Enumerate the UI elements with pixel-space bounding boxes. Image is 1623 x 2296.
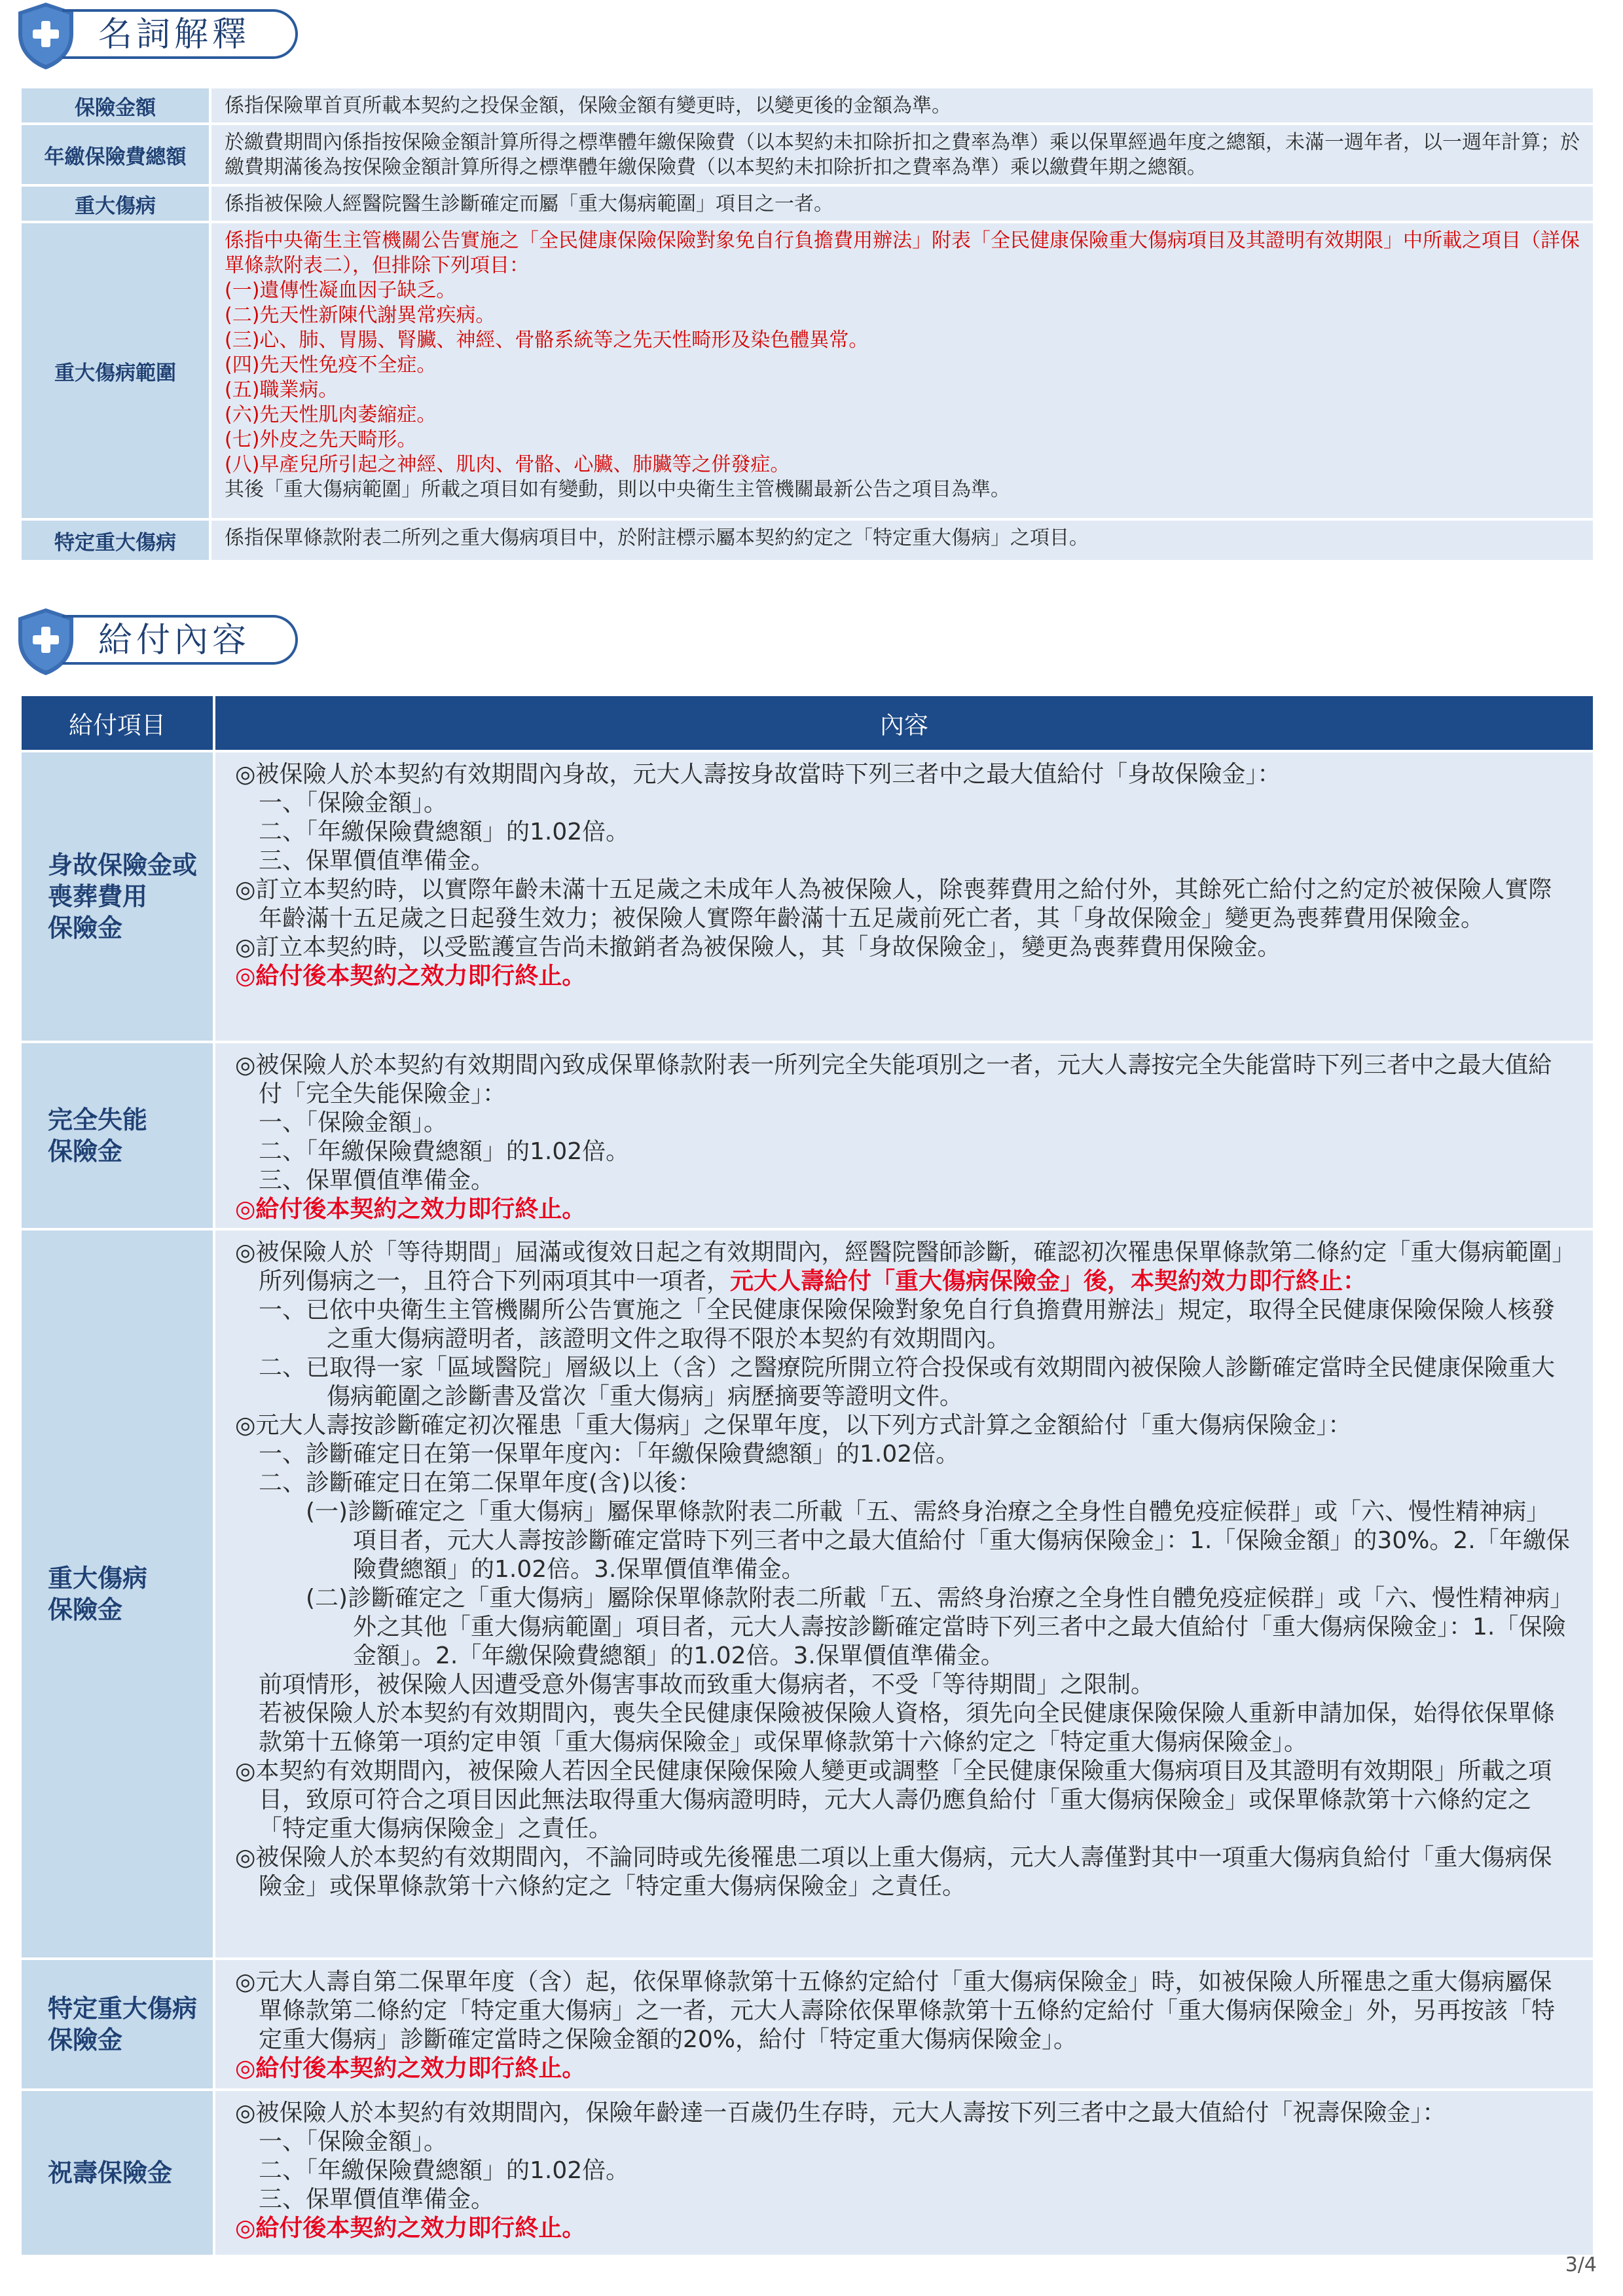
benefit-term	[22, 2091, 213, 2255]
definition-desc: 於繳費期間內係指按保險金額計算所得之標準體年繳保險費（以本契約未扣除折扣之費率為準）乘以保單經過年度之總額，未滿一週年者，以一週年計算；於繳費期滿後為按保險金額計算所得之標準體年繳保險費（以本契約未扣除折扣之費率為準）乘以繳費年期之總額。	[211, 125, 1593, 184]
definition-term: 重大傷病範圍	[22, 223, 209, 518]
content-line: ◎訂立本契約時，以實際年齡未滿十五足歲之未成年人為被保險人，除喪葬費用之給付外，其餘死亡給付之約定於被保險人實際年齡滿十五足歲之日起發生效力；被保險人實際年齡滿十五足歲前死亡者，其「身故保險金」變更為喪葬費用保險金。	[235, 876, 1552, 932]
page-number: 3/4	[1565, 2253, 1597, 2276]
definition-term: 保險金額	[22, 88, 209, 122]
content-line: ◎本契約有效期間內，被保險人若因全民健康保險保險人變更或調整「全民健康保險重大傷病項目及其證明有效期限」所載之項目，致原可符合之項目因此無法取得重大傷病證明時，元大人壽仍應負給付「重大傷病保險金」或保單條款第十六條約定之「特定重大傷病保險金」之責任。	[235, 1758, 1552, 1842]
table-header	[22, 696, 1593, 750]
benefit-term	[22, 1960, 213, 2088]
header-content: 內容	[215, 696, 1593, 750]
term-line: 喪葬費用	[48, 882, 148, 911]
definition-term: 特定重大傷病	[22, 521, 209, 560]
definition-line: (五)職業病。	[225, 379, 338, 401]
term-line: 保險金	[48, 2026, 123, 2054]
definition-desc: 係指保單條款附表二所列之重大傷病項目中，於附註標示屬本契約約定之「特定重大傷病」之項目。	[211, 521, 1593, 560]
definition-desc	[211, 223, 1593, 518]
content-line: 二、「年繳保險費總額」的1.02倍。	[259, 819, 630, 845]
definition-line: (三)心、肺、胃腸、腎臟、神經、骨骼系統等之先天性畸形及染色體異常。	[225, 329, 869, 352]
content-line: 二、「年繳保險費總額」的1.02倍。	[259, 2157, 630, 2184]
definition-line: 係指中央衛生主管機關公告實施之「全民健康保險保險對象免自行負擔費用辦法」附表「全民健康保險重大傷病項目及其證明有效期限」中所載之項目（詳保單條款附表二），但排除下列項目：	[225, 229, 1580, 277]
section-title: 給付內容	[98, 621, 251, 660]
content-text: ◎被保險人於「等待期間」屆滿或復效日起之有效期間內，經醫院醫師診斷，確認初次罹患保單條款第二條約定「重大傷病範圍」所列傷病之一，且符合下列兩項其中一項者，	[235, 1239, 1564, 1295]
content-line: 三、保單價值準備金。	[259, 1167, 495, 1194]
content-line: ◎給付後本契約之效力即行終止。	[235, 2055, 586, 2082]
content-line	[235, 1238, 1573, 1296]
term-line: 重大傷病	[48, 1564, 148, 1593]
definitions-table	[22, 88, 1593, 563]
definition-term: 重大傷病	[22, 187, 209, 221]
definition-line: (六)先天性肌肉萎縮症。	[225, 403, 437, 426]
section-title: 名詞解釋	[98, 15, 251, 54]
content-line: ◎元大人壽按診斷確定初次罹患「重大傷病」之保單年度，以下列方式計算之金額給付「重大傷病保險金」：	[235, 1412, 1352, 1439]
benefit-content	[215, 1043, 1593, 1228]
benefit-content	[215, 1231, 1593, 1957]
content-text-emphasis: 元大人壽給付「重大傷病保險金」後，本契約效力即行終止：	[730, 1268, 1367, 1295]
content-line: (二)診斷確定之「重大傷病」屬除保單條款附表二所載「五、需終身治療之全身性自體免疫症候群」或「六、慢性精神病」外之其他「重大傷病範圍」項目者，元大人壽按診斷確定當時下列三者中之最大值給付「重大傷病保險金」：1.「保險金額」。2.「年繳保險費總額」的1.02倍。3.保單價值準備金。	[306, 1585, 1566, 1669]
definition-line: (四)先天性免疫不全症。	[225, 354, 437, 377]
section-header-benefits	[13, 606, 354, 678]
content-line: 一、診斷確定日在第一保單年度內：「年繳保險費總額」的1.02倍。	[259, 1441, 960, 1468]
term-line: 完全失能	[48, 1105, 148, 1134]
content-line: 一、已依中央衛生主管機關所公告實施之「全民健康保險保險對象免自行負擔費用辦法」規定，取得全民健康保險保險人核發之重大傷病證明者，該證明文件之取得不限於本契約有效期間內。	[259, 1297, 1556, 1352]
content-line: 二、「年繳保險費總額」的1.02倍。	[259, 1138, 630, 1165]
benefit-term	[22, 752, 213, 1041]
section-header-definitions	[13, 0, 354, 72]
content-line: 二、診斷確定日在第二保單年度(含)以後：	[259, 1470, 702, 1496]
definition-row	[22, 223, 1593, 518]
benefits-table	[22, 696, 1593, 2255]
content-line: ◎元大人壽自第二保單年度（含）起，依保單條款第十五條約定給付「重大傷病保險金」時，如被保險人所罹患之重大傷病屬保單條款第二條約定「特定重大傷病」之一者，元大人壽除依保單條款第十五條約定給付「重大傷病保險金」外，另再按該「特定重大傷病」診斷確定當時之保險金額的20%，給付「特定重大傷病保險金」。	[235, 1969, 1556, 2053]
definition-line: (二)先天性新陳代謝異常疾病。	[225, 304, 496, 327]
benefit-row-critical-illness	[22, 1231, 1593, 1957]
content-line: 一、「保險金額」。	[259, 790, 448, 817]
definition-desc: 係指保險單首頁所載本契約之投保金額，保險金額有變更時，以變更後的金額為準。	[211, 88, 1593, 122]
benefit-row-longevity	[22, 2091, 1593, 2255]
content-line: 三、保單價值準備金。	[259, 847, 495, 874]
term-line: 祝壽保險金	[48, 2158, 173, 2187]
term-line: 保險金	[48, 1595, 123, 1624]
content-line: (一)診斷確定之「重大傷病」屬保單條款附表二所載「五、需終身治療之全身性自體免疫症候群」或「六、慢性精神病」項目者，元大人壽按診斷確定當時下列三者中之最大值給付「重大傷病保險金」：1.「保險金額」的30%。2.「年繳保險費總額」的1.02倍。3.保單價值準備金。	[306, 1498, 1570, 1583]
definition-line: (七)外皮之先天畸形。	[225, 428, 417, 451]
benefit-row-disability	[22, 1043, 1593, 1228]
definition-desc: 係指被保險人經醫院醫生診斷確定而屬「重大傷病範圍」項目之一者。	[211, 187, 1593, 221]
term-line: 身故保險金或	[48, 851, 198, 880]
content-line: ◎被保險人於本契約有效期間內，不論同時或先後罹患二項以上重大傷病，元大人壽僅對其中一項重大傷病負給付「重大傷病保險金」或保單條款第十六條約定之「特定重大傷病保險金」之責任。	[235, 1844, 1552, 1900]
content-line: ◎被保險人於本契約有效期間內致成保單條款附表一所列完全失能項別之一者，元大人壽按完全失能當時下列三者中之最大值給付「完全失能保險金」：	[235, 1052, 1552, 1107]
definition-row	[22, 125, 1593, 184]
benefit-content	[215, 752, 1593, 1041]
header-item: 給付項目	[22, 696, 213, 750]
term-line: 特定重大傷病	[48, 1994, 198, 2023]
content-line: ◎被保險人於本契約有效期間內，保險年齡達一百歲仍生存時，元大人壽按下列三者中之最大值給付「祝壽保險金」：	[235, 2100, 1446, 2126]
content-line: ◎給付後本契約之效力即行終止。	[235, 963, 586, 990]
benefit-row-death	[22, 752, 1593, 1041]
content-line: 一、「保險金額」。	[259, 2128, 448, 2155]
benefit-row-specific-critical-illness	[22, 1960, 1593, 2088]
benefit-content	[215, 1960, 1593, 2088]
content-line: ◎給付後本契約之效力即行終止。	[235, 1196, 586, 1223]
content-line: ◎給付後本契約之效力即行終止。	[235, 2215, 586, 2242]
definition-line: (一)遺傳性凝血因子缺乏。	[225, 279, 456, 302]
definition-row	[22, 521, 1593, 560]
definition-term: 年繳保險費總額	[22, 125, 209, 184]
content-line: ◎被保險人於本契約有效期間內身故，元大人壽按身故當時下列三者中之最大值給付「身故保險金」：	[235, 761, 1281, 788]
definition-line: 其後「重大傷病範圍」所載之項目如有變動，則以中央衛生主管機關最新公告之項目為準。	[225, 478, 1010, 501]
content-line: 二、已取得一家「區域醫院」層級以上（含）之醫療院所開立符合投保或有效期間內被保險人診斷確定當時全民健康保險重大傷病範圍之診斷書及當次「重大傷病」病歷摘要等證明文件。	[259, 1354, 1556, 1410]
term-line: 保險金	[48, 1137, 123, 1166]
content-line: 若被保險人於本契約有效期間內，喪失全民健康保險被保險人資格，須先向全民健康保險保險人重新申請加保，始得依保單條款第十五條第一項約定申領「重大傷病保險金」或保單條款第十六條約定之「特定重大傷病保險金」。	[259, 1700, 1556, 1756]
benefit-term	[22, 1043, 213, 1228]
content-line: 三、保單價值準備金。	[259, 2186, 495, 2213]
content-line: 一、「保險金額」。	[259, 1109, 448, 1136]
definition-row	[22, 88, 1593, 122]
benefit-term	[22, 1231, 213, 1957]
term-line: 保險金	[48, 914, 123, 942]
definition-line: (八)早產兒所引起之神經、肌肉、骨骼、心臟、肺臟等之併發症。	[225, 453, 790, 476]
content-line: ◎訂立本契約時，以受監護宣告尚未撤銷者為被保險人，其「身故保險金」，變更為喪葬費用保險金。	[235, 934, 1281, 961]
content-line: 前項情形，被保險人因遭受意外傷害事故而致重大傷病者，不受「等待期間」之限制。	[259, 1671, 1155, 1698]
benefit-content	[215, 2091, 1593, 2255]
definition-row	[22, 187, 1593, 221]
